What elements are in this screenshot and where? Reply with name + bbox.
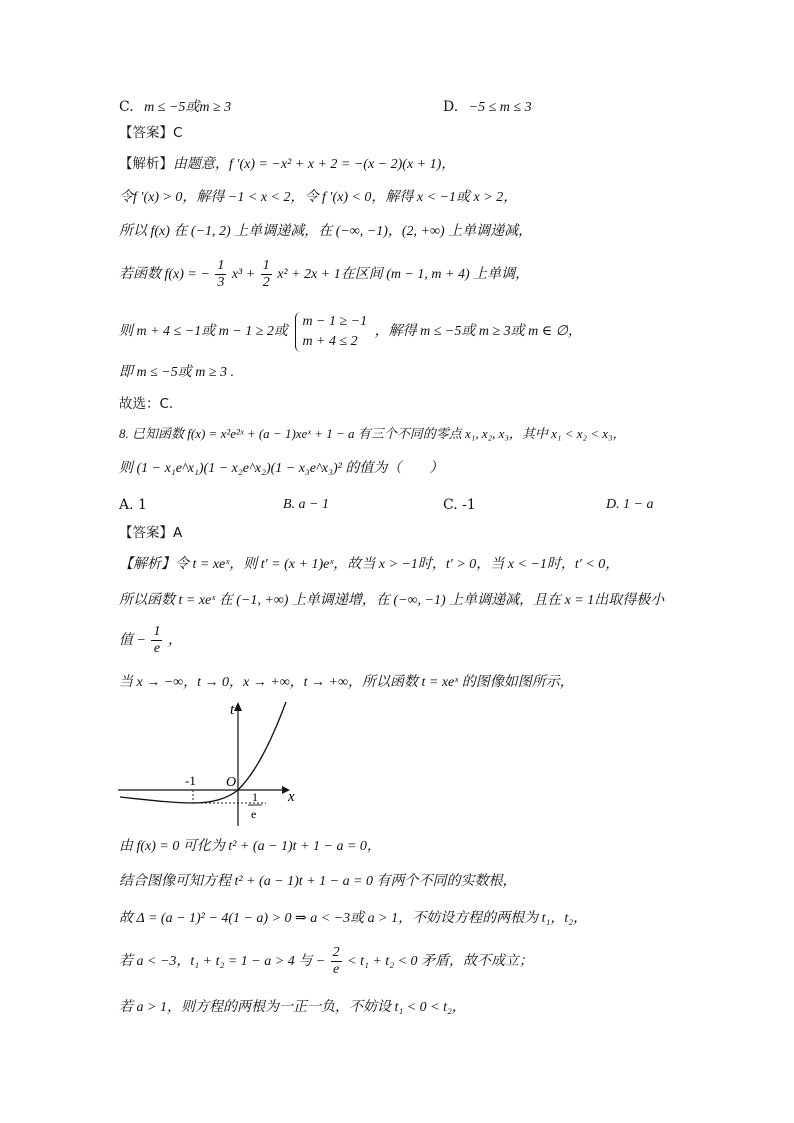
q8-analysis-line9: 若 a > 1，则方程的两根为一正一负，不妨设 t₁ < 0 < t₂， xyxy=(119,1000,466,1015)
l5-part-b: ，解得 m ≤ −5或 m ≥ 3或 m ∈ ∅， xyxy=(374,324,582,339)
q7-analysis-line5 xyxy=(119,310,582,354)
t-axis-arrow xyxy=(234,702,242,711)
q8-option-d: D. 1 − a xyxy=(606,497,654,512)
q8-analysis-line4: 当 x → −∞，t → 0，x → +∞，t → +∞，所以函数 t = xeˣ 的图像如图所示， xyxy=(119,675,574,690)
frac-num: 1 xyxy=(217,258,225,274)
q8-stem-line1: 8. 已知函数 f(x) = x²e²ˣ + (a − 1)xeˣ + 1 − a 有三个不同的零点 x₁, x₂, x₃，其中 x₁ < x₂ < x₃， xyxy=(119,426,626,441)
fraction-two-over-e xyxy=(331,945,342,978)
origin-label: O xyxy=(226,775,237,790)
q8-analysis-line5: 由 f(x) = 0 可化为 t² + (a − 1)t + 1 − a = 0， xyxy=(119,839,381,854)
q8-analysis-line6: 结合图像可知方程 t² + (a − 1)t + 1 − a = 0 有两个不同的实数根， xyxy=(119,874,517,889)
option-c xyxy=(119,98,231,117)
q7-analysis-line1 xyxy=(119,155,455,174)
option-d-text: −5 ≤ m ≤ 3 xyxy=(468,100,532,115)
q7-answer: 【答案】C xyxy=(119,125,183,141)
frac-num-label: 1 xyxy=(252,790,258,804)
a3-part-a: 值 − xyxy=(119,633,146,648)
q7-analysis-line3: 所以 f(x) 在 (−1, 2) 上单调递减，在 (−∞, −1)，(2, +∞) 上单调递减， xyxy=(119,224,533,239)
t-label: t xyxy=(230,702,235,718)
frac-den: e xyxy=(153,641,161,657)
option-d xyxy=(443,98,532,117)
minus-one-label: -1 xyxy=(185,773,196,788)
fraction-one-third xyxy=(215,258,226,291)
q8-option-c: C. -1 xyxy=(443,497,476,513)
option-c-text: m ≤ −5或m ≥ 3 xyxy=(144,100,232,115)
graph-t-equals-xex xyxy=(118,700,318,830)
l5-part-a: 则 m + 4 ≤ −1或 m − 1 ≥ 2或 xyxy=(119,324,288,339)
a3-part-b: ， xyxy=(167,633,182,648)
fraction-one-half xyxy=(261,258,272,291)
frac-den: 2 xyxy=(262,275,270,291)
q7-analysis-line4 xyxy=(119,258,529,292)
l4-part-b: x³ + xyxy=(231,267,256,282)
frac-num: 1 xyxy=(153,624,161,640)
curve xyxy=(120,702,286,803)
q8-stem-line2: 则 (1 − x₁e^x₁)(1 − x₂e^x₂)(1 − x₃e^x₃)² 的值为（ ） xyxy=(119,461,444,476)
option-d-label: D. xyxy=(443,99,459,115)
frac-den: 3 xyxy=(217,275,225,291)
option-c-label: C. xyxy=(119,99,134,115)
a8-part-b: < t₁ + t₂ < 0 矛盾，故不成立； xyxy=(347,954,534,969)
analysis-text: 由题意，f ′(x) = −x² + x + 2 = −(x − 2)(x + 1)， xyxy=(173,157,456,172)
q8-analysis-line8 xyxy=(119,945,533,979)
case-2: m + 4 ≤ 2 xyxy=(302,333,358,349)
q7-analysis-line6: 即 m ≤ −5或 m ≥ 3 . xyxy=(119,365,235,380)
q8-answer: 【答案】A xyxy=(119,525,183,541)
system-of-inequalities xyxy=(295,312,367,352)
q8-analysis-line3 xyxy=(119,624,182,658)
frac-den-label: e xyxy=(251,807,257,821)
case-1: m − 1 ≥ −1 xyxy=(302,313,368,329)
q7-analysis-line2: 令f ′(x) > 0，解得 −1 < x < 2，令 f ′(x) < 0，解得 x < −1或 x > 2， xyxy=(119,190,518,205)
q7-conclusion: 故选：C. xyxy=(119,396,174,412)
frac-num: 1 xyxy=(262,258,270,274)
a8-part-a: 若 a < −3，t₁ + t₂ = 1 − a > 4 与 − xyxy=(119,954,326,969)
l4-part-a: 若函数 f(x) = − xyxy=(119,267,210,282)
q8-analysis-line2: 所以函数 t = xeˣ 在 (−1, +∞) 上单调递增，在 (−∞, −1) 上单调递减，且在 x = 1出取得极小 xyxy=(119,593,665,608)
analysis-head: 【解析】 xyxy=(119,156,173,172)
q8-analysis-line7: 故 Δ = (a − 1)² − 4(1 − a) > 0 ⇒ a < −3或 a > 1，不妨设方程的两根为 t₁，t₂， xyxy=(119,911,588,926)
frac-num: 2 xyxy=(332,945,340,961)
q8-option-b: B. a − 1 xyxy=(283,497,329,512)
frac-den: e xyxy=(333,962,340,978)
q8-option-a: A. 1 xyxy=(119,497,147,513)
q8-analysis-line1: 【解析】令 t = xeˣ，则 t′ = (x + 1)eˣ，故当 x > −1时，t′ > 0，当 x < −1时，t′ < 0， xyxy=(119,557,620,572)
x-label: x xyxy=(288,789,295,805)
fraction-one-over-e xyxy=(151,624,162,657)
l4-part-c: x² + 2x + 1在区间 (m − 1, m + 4) 上单调， xyxy=(277,267,530,282)
